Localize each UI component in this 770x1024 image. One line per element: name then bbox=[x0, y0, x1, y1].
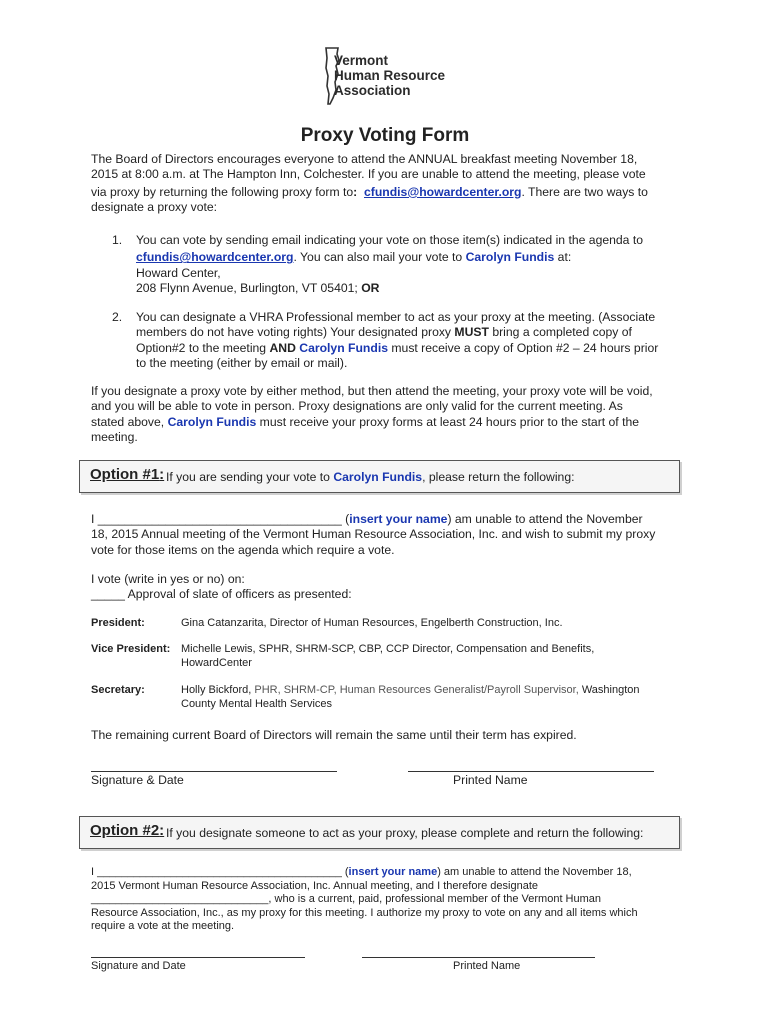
officer-vice-president-line-2: HowardCenter bbox=[181, 657, 252, 669]
list-item-2-line-2 bbox=[136, 325, 681, 340]
option-2-label-text: Option #2 bbox=[90, 822, 160, 839]
officer-label-vice-president: Vice President: bbox=[91, 643, 171, 655]
vhra-logo bbox=[322, 46, 462, 106]
option-1-label bbox=[90, 467, 164, 482]
list-item-1-text: . You can also mail your vote to bbox=[293, 250, 466, 265]
list-item-2-text: members do not have voting rights) Your designated proxy bbox=[136, 325, 455, 340]
signature-line[interactable] bbox=[91, 957, 305, 958]
void-line-4: meeting. bbox=[91, 430, 138, 445]
intro-paragraph bbox=[91, 152, 681, 216]
insert-name-hint: insert your name bbox=[349, 512, 448, 526]
page-title: Proxy Voting Form bbox=[300, 125, 470, 146]
option-1-text: If you are sending your vote to bbox=[166, 470, 334, 484]
option-2-statement bbox=[91, 866, 691, 934]
officer-secretary-line-2: County Mental Health Services bbox=[181, 698, 333, 710]
void-line-3 bbox=[91, 415, 681, 430]
intro-line-1: The Board of Directors encourages everyone to attend the ANNUAL breakfast meeting November 18, bbox=[91, 152, 638, 166]
option-2-colon: : bbox=[159, 822, 165, 839]
email-link[interactable]: cfundis@howardcenter.org bbox=[364, 184, 522, 199]
option-2-statement-line-3[interactable]: _____________________________, who is a current, paid, professional member of the Vermont Human bbox=[91, 893, 602, 905]
vote-approval-line[interactable]: _____ Approval of slate of officers as presented: bbox=[91, 587, 352, 602]
signature-line[interactable] bbox=[91, 771, 337, 772]
vote-instruction: I vote (write in yes or no) on: bbox=[91, 572, 245, 586]
list-item-2-text: must receive a copy of Option #2 – 24 hours prior bbox=[388, 340, 659, 355]
list-number-1: 1. bbox=[112, 233, 123, 247]
void-line-2: and you will be able to vote in person. Proxy designations are only valid for the current meeting. As bbox=[91, 399, 623, 414]
email-link[interactable]: cfundis@howardcenter.org bbox=[136, 250, 294, 265]
list-item-1-line-2 bbox=[136, 250, 681, 265]
printed-name-label: Printed Name bbox=[453, 960, 521, 972]
option-1-statement-text: ) am unable to attend the November bbox=[447, 512, 643, 526]
option-2-label bbox=[90, 823, 164, 838]
intro-line-3 bbox=[91, 185, 681, 200]
option-1-statement bbox=[91, 512, 681, 558]
intro-colon: : bbox=[353, 184, 358, 199]
contact-name: Carolyn Fundis bbox=[299, 340, 388, 355]
and-emphasis: AND bbox=[269, 340, 296, 355]
list-number-2: 2. bbox=[112, 310, 123, 324]
signature-date-label: Signature & Date bbox=[91, 773, 184, 787]
list-item-1-text: at: bbox=[554, 250, 572, 265]
list-item-1 bbox=[136, 233, 681, 297]
printed-name-line[interactable] bbox=[408, 771, 654, 772]
logo-line-association: Association bbox=[334, 83, 411, 98]
contact-name: Carolyn Fundis bbox=[333, 470, 423, 484]
remaining-board-note: The remaining current Board of Directors will remain the same until their term has expired. bbox=[91, 728, 577, 742]
officer-vice-president-line-1: Michelle Lewis, SPHR, SHRM-SCP, CBP, CCP Director, Compensation and Benefits, bbox=[181, 643, 595, 655]
officer-secretary bbox=[181, 683, 661, 711]
printed-name-label: Printed Name bbox=[453, 773, 528, 787]
contact-name: Carolyn Fundis bbox=[167, 414, 257, 429]
void-paragraph bbox=[91, 384, 681, 446]
list-item-1-line-1: You can vote by sending email indicating your vote on those item(s) indicated in the agenda to bbox=[136, 233, 644, 247]
intro-text: . There are two ways to bbox=[521, 184, 648, 199]
option-2-header bbox=[79, 816, 680, 849]
officer-president: Gina Catanzarita, Director of Human Resources, Engelberth Construction, Inc. bbox=[181, 617, 563, 629]
list-item-1-text: 208 Flynn Avenue, Burlington, VT 05401; bbox=[136, 281, 362, 296]
list-item-2-line-1: You can designate a VHRA Professional member to act as your proxy at the meeting. (Associate bbox=[136, 310, 656, 324]
void-text: must receive your proxy forms at least 24 hours prior to the start of the bbox=[256, 414, 640, 429]
name-blank[interactable]: I ____________________________________ ( bbox=[91, 512, 350, 526]
list-item-1-line-3: Howard Center, bbox=[136, 265, 221, 280]
or-emphasis: OR bbox=[361, 281, 380, 296]
signature-date-label: Signature and Date bbox=[91, 960, 186, 972]
officer-secretary-line-1 bbox=[181, 683, 661, 697]
option-2-statement-text: ) am unable to attend the November 18, bbox=[437, 866, 632, 878]
option-2-statement-line-4: Resource Association, Inc., as my proxy for this meeting. I authorize my proxy to vote on any and all items which bbox=[91, 906, 638, 919]
option-2-statement-line-5: require a vote at the meeting. bbox=[91, 920, 235, 932]
name-blank[interactable]: I ________________________________________ ( bbox=[91, 866, 349, 878]
vote-section bbox=[91, 572, 681, 603]
option-1-statement-line-2: 18, 2015 Annual meeting of the Vermont Human Resource Association, Inc. and wish to submit my proxy bbox=[91, 527, 656, 542]
logo-line-vermont: Vermont bbox=[334, 53, 389, 68]
void-text: stated above, bbox=[91, 414, 168, 429]
logo-line-human-resource: Human Resource bbox=[334, 68, 446, 83]
officer-label-president: President: bbox=[91, 617, 145, 629]
must-emphasis: MUST bbox=[454, 325, 489, 340]
intro-line-4: designate a proxy vote: bbox=[91, 200, 218, 215]
option-1-colon: : bbox=[159, 466, 165, 483]
void-line-1: If you designate a proxy vote by either method, but then attend the meeting, your proxy vote will be void, bbox=[91, 384, 653, 398]
officer-secretary-org: Washington bbox=[578, 684, 640, 696]
officer-vice-president bbox=[181, 642, 661, 670]
option-1-statement-line-1 bbox=[91, 512, 681, 527]
officer-secretary-credentials: PHR, SHRM-CP, Human Resources Generalist/Payroll Supervisor, bbox=[254, 684, 579, 696]
officer-label-secretary: Secretary: bbox=[91, 684, 145, 696]
contact-name: Carolyn Fundis bbox=[465, 250, 555, 265]
option-2-instruction: If you designate someone to act as your proxy, please complete and return the following: bbox=[166, 826, 644, 840]
list-item-2-text: bring a completed copy of bbox=[488, 325, 632, 340]
option-1-label-text: Option #1 bbox=[90, 466, 160, 483]
option-1-text: , please return the following: bbox=[422, 470, 575, 484]
officer-secretary-name: Holly Bickford, bbox=[181, 684, 255, 696]
intro-line-2: 2015 at 8:00 a.m. at The Hampton Inn, Colchester. If you are unable to attend the meeting, please vote bbox=[91, 167, 646, 182]
option-2-statement-line-2: 2015 Vermont Human Resource Association, Inc. Annual meeting, and I therefore designate bbox=[91, 879, 538, 892]
list-item-1-line-4 bbox=[136, 281, 681, 296]
list-item-2-text: Option#2 to the meeting bbox=[136, 340, 270, 355]
logo-text bbox=[334, 53, 445, 98]
list-item-2 bbox=[136, 310, 681, 372]
option-2-statement-line-1 bbox=[91, 866, 691, 880]
insert-name-hint: insert your name bbox=[348, 866, 438, 878]
list-item-2-line-4: to the meeting (either by email or mail). bbox=[136, 356, 348, 371]
option-1-statement-line-3: vote for those items on the agenda which require a vote. bbox=[91, 542, 395, 557]
option-1-instruction bbox=[166, 470, 575, 485]
list-item-2-line-3 bbox=[136, 341, 681, 356]
printed-name-line[interactable] bbox=[362, 957, 595, 958]
option-1-header bbox=[79, 460, 680, 493]
intro-text: via proxy by returning the following proxy form to bbox=[91, 184, 354, 199]
